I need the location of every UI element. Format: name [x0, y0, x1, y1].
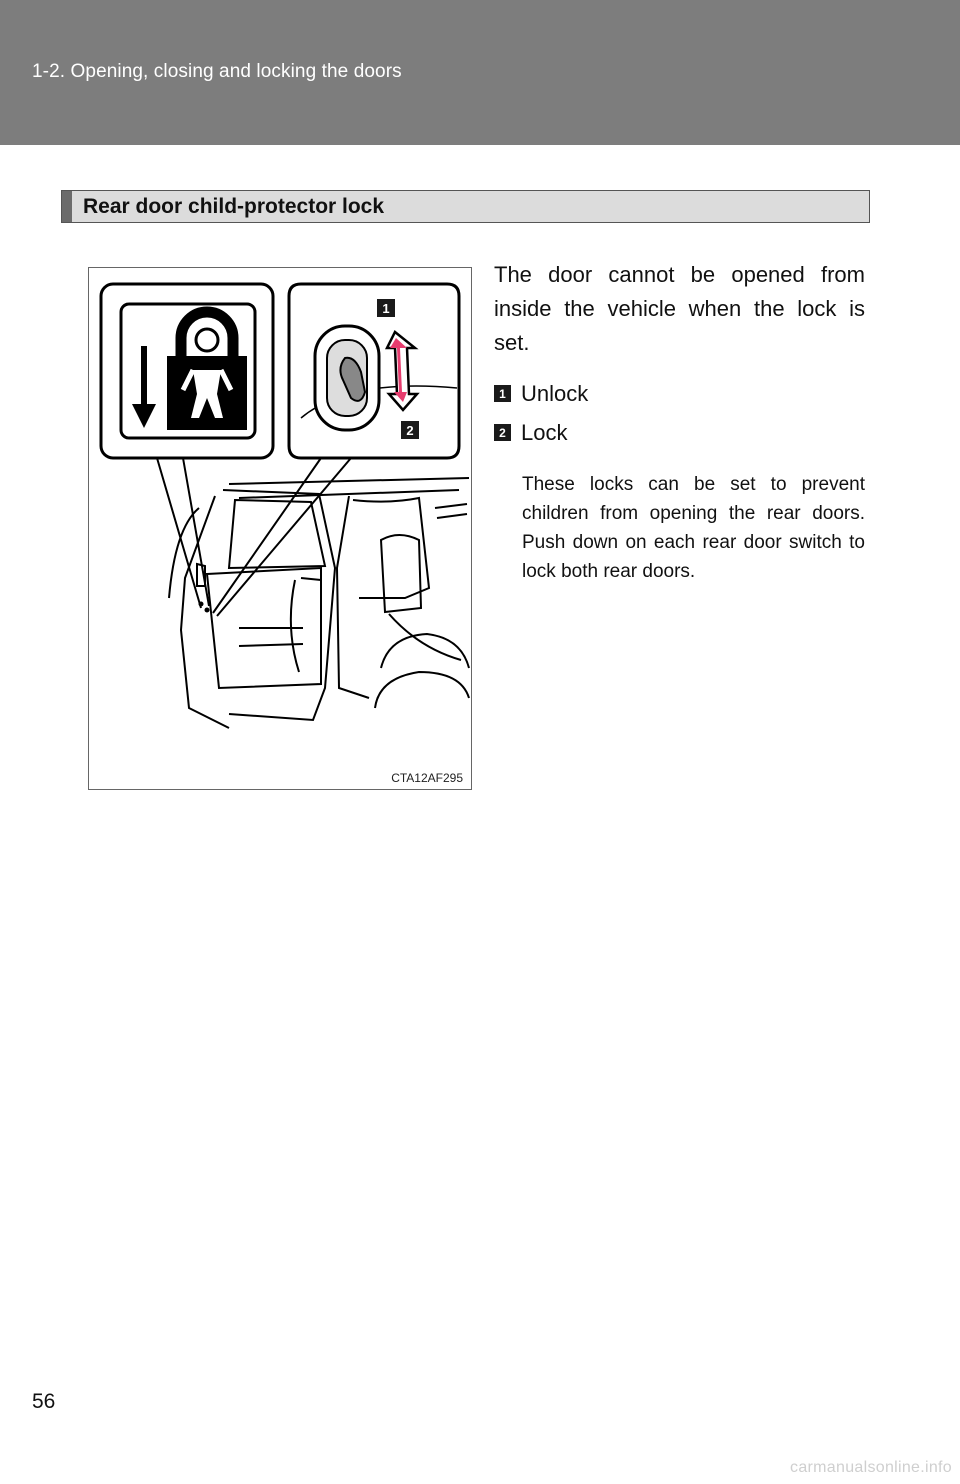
- legend-item-unlock: [494, 374, 865, 413]
- legend-list: [494, 374, 865, 452]
- legend-label-unlock: Unlock: [521, 380, 589, 406]
- number-badge-1: 1: [494, 385, 511, 402]
- legend-item-lock: [494, 413, 865, 452]
- page-number: 56: [32, 1390, 56, 1413]
- site-watermark: carmanualsonline.info: [790, 1459, 952, 1476]
- svg-text:2: 2: [406, 423, 414, 438]
- svg-text:1: 1: [382, 301, 390, 316]
- intro-text: The door cannot be opened from inside the vehicle when the lock is set.: [494, 262, 865, 355]
- description-column: [494, 258, 865, 586]
- legend-label-lock: Lock: [521, 419, 568, 445]
- number-badge-2: 2: [494, 424, 511, 441]
- illustration-svg: [89, 268, 471, 789]
- car-door-drawing: [169, 478, 469, 728]
- figure-code: CTA12AF295: [391, 771, 463, 785]
- section-heading: [61, 190, 870, 223]
- header-band: [0, 0, 960, 145]
- section-title: Rear door child-protector lock: [83, 195, 385, 218]
- door-lock-illustration: [88, 267, 472, 790]
- note-text: These locks can be set to prevent children from opening the rear doors. Push down on each rear door switch to lock both rear doors.: [522, 474, 865, 582]
- chapter-title: 1-2. Opening, closing and locking the doors: [32, 61, 402, 82]
- section-accent: [62, 191, 72, 222]
